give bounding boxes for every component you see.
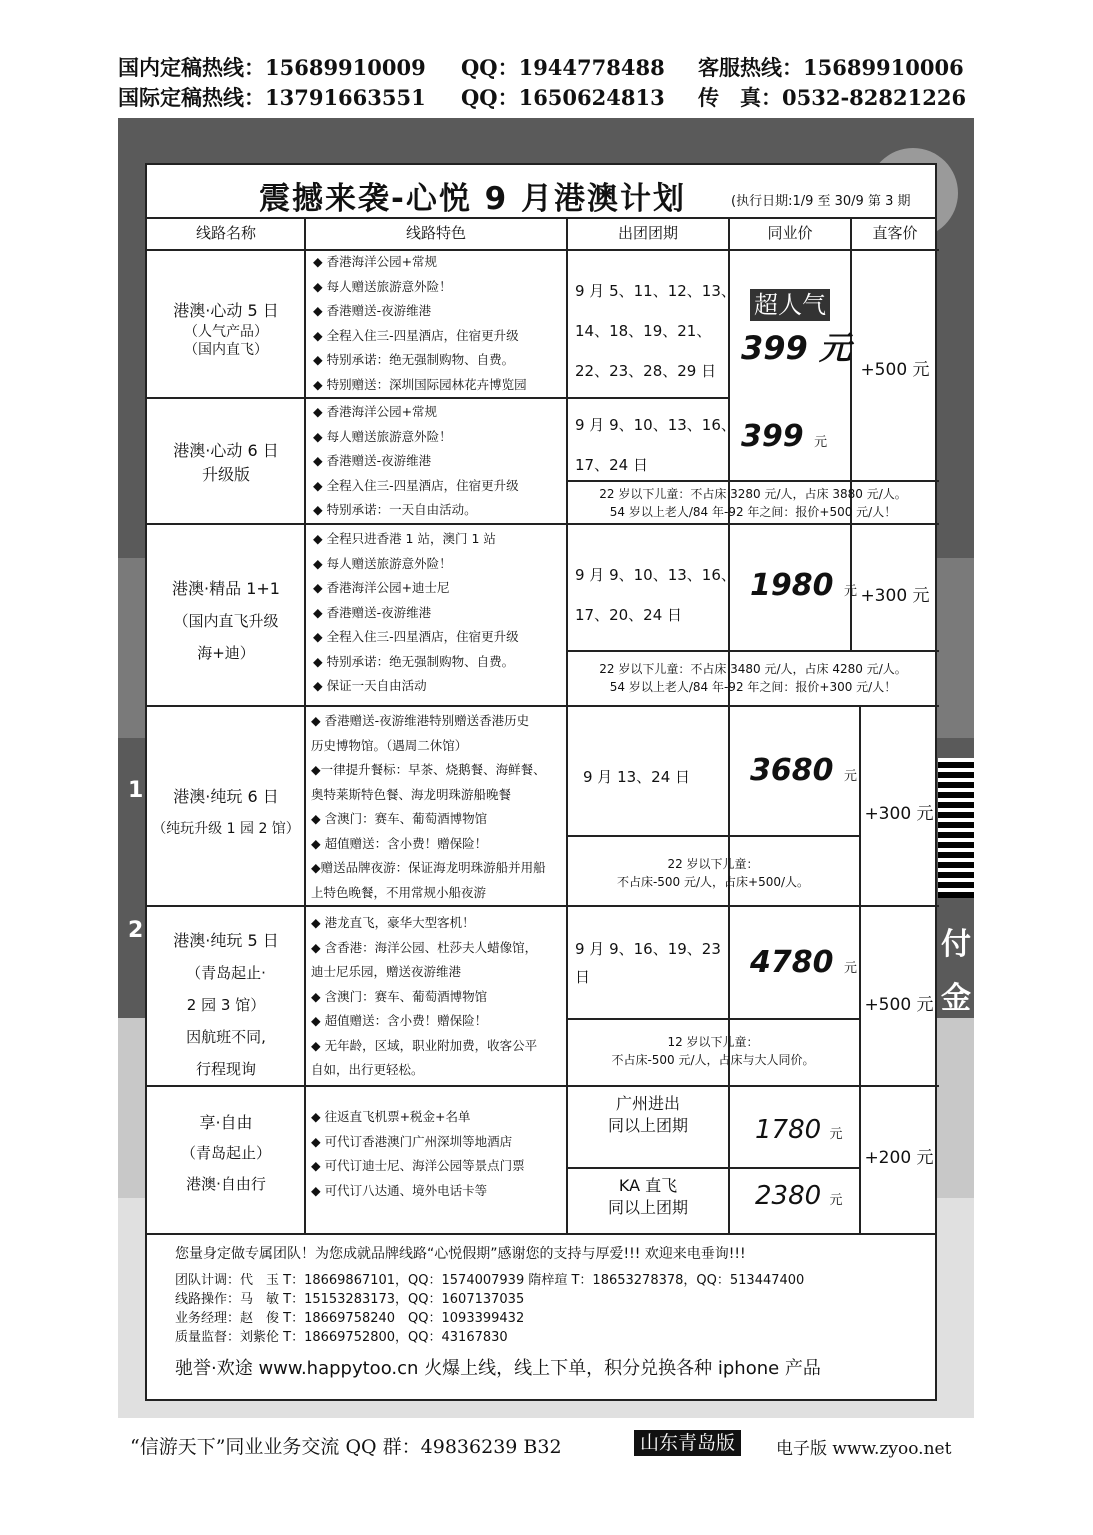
- contact-line: 线路操作：马 敏 T：15153283173，QQ：1607137035: [175, 1292, 525, 1307]
- divider: [147, 705, 939, 707]
- peer-price: 2380 元: [755, 1181, 843, 1211]
- route-name: 享·自由 （青岛起止） 港澳·自由行: [180, 1113, 271, 1193]
- route-features: ◆ 全程只进香港 1 站，澳门 1 站 ◆ 每人赠送旅游意外险！ ◆ 香港海洋公园+迪士尼 ◆ 香港赠送-夜游维港 ◆ 全程入住三-四星酒店，住宿更升级 ◆ 特别承诺：绝无强制购物、自费。 ◆ 保证一天自由活动: [313, 531, 519, 693]
- side-number: 2: [128, 918, 144, 943]
- slogan: 您量身定做专属团队！为您成就品牌线路“心悦假期”感谢您的支持与厚爱!!! 欢迎来电垂询!!!: [175, 1246, 746, 1262]
- divider: [567, 650, 939, 652]
- departure-dates: 9 月 9、10、13、16、 17、20、24 日: [575, 566, 736, 624]
- divider: [567, 835, 859, 837]
- side-number: 1: [128, 778, 144, 803]
- departure-dates: 9 月 5、11、12、13、 14、18、19、21、 22、23、28、29 日: [575, 282, 736, 380]
- peer-price: 3680 元: [750, 753, 857, 788]
- divider: [147, 397, 729, 399]
- direct-price: +500 元: [864, 995, 934, 1015]
- departure-dates: KA 直飞 同以上团期: [607, 1176, 688, 1217]
- contact-line: 质量监督：刘紫伦 T：18669752800，QQ：43167830: [175, 1330, 508, 1345]
- direct-price: +300 元: [860, 586, 930, 606]
- peer-price: 1780 元: [755, 1115, 843, 1145]
- route-features: ◆ 香港海洋公园+常规 ◆ 每人赠送旅游意外险！ ◆ 香港赠送-夜游维港 ◆ 全程入住三-四星酒店，住宿更升级 ◆ 特别承诺：一天自由活动。: [313, 404, 519, 517]
- side-text: 付 金: [941, 927, 971, 1016]
- route-name: 港澳·精品 1+1 （国内直飞升级 海+迪）: [172, 579, 280, 662]
- qr-code-icon: [938, 758, 974, 898]
- divider: [566, 217, 568, 1233]
- route-name: 港澳·纯玩 5 日 （青岛起止· 2 园 3 馆） 因航班不同, 行程现询: [173, 931, 279, 1078]
- departure-dates: 9 月 9、16、19、23 日: [575, 940, 721, 986]
- page-title: 震撼来袭-心悦 9 月港澳计划: [259, 181, 687, 217]
- qq-2: QQ：1650624813: [461, 85, 665, 110]
- route-name: 港澳·心动 5 日 （人气产品） （国内直飞）: [173, 301, 279, 358]
- promo-line: 驰誉·欢途 www.happytoo.cn 火爆上线，线上下单，积分兑换各种 iphone 产品: [175, 1358, 821, 1379]
- contact-line: 业务经理：赵 俊 T：18669758240 QQ：1093399432: [175, 1311, 525, 1326]
- peer-price: 399 元: [741, 329, 851, 367]
- website-link[interactable]: 电子版 www.zyoo.net: [776, 1439, 952, 1459]
- header-feature: 线路特色: [305, 217, 567, 251]
- route-name: 港澳·心动 6 日 升级版: [173, 441, 279, 484]
- domestic-hotline: 国内定稿热线：15689910009: [118, 55, 426, 80]
- direct-price: +300 元: [864, 804, 934, 824]
- edition-badge: 山东青岛版: [634, 1430, 741, 1456]
- header-dates: 出团团期: [567, 217, 729, 251]
- route-features: ◆ 香港海洋公园+常规 ◆ 每人赠送旅游意外险！ ◆ 香港赠送-夜游维港 ◆ 全程入住三-四星酒店，住宿更升级 ◆ 特别承诺：绝无强制购物、自费。 ◆ 特别赠送：深圳国际园林花卉博览园: [313, 254, 527, 392]
- peer-price: 1980 元: [750, 568, 857, 603]
- direct-price: +500 元: [860, 360, 930, 380]
- peer-price: 4780 元: [750, 945, 857, 980]
- fax: 传 真：0532-82821226: [698, 85, 967, 110]
- route-features: ◆ 香港赠送-夜游维港特别赠送香港历史 历史博物馆。（遇周二休馆） ◆一律提升餐标：早茶、烧鹅餐、海鲜餐、 奥特莱斯特色餐、海龙明珠游船晚餐 ◆ 含澳门：赛车、葡萄酒博物馆 ◆ 超值赠送：含小费！赠保险！ ◆赠送品牌夜游：保证海龙明珠游船并用船 上特色晚餐，不用常规小船夜游: [311, 713, 546, 900]
- divider: [567, 1018, 859, 1020]
- divider: [147, 905, 939, 907]
- header-route: 线路名称: [147, 217, 305, 251]
- route-features: ◆ 往返直飞机票+税金+名单 ◆ 可代订香港澳门广州深圳等地酒店 ◆ 可代订迪士尼、海洋公园等景点门票 ◆ 可代订八达通、境外电话卡等: [311, 1109, 525, 1198]
- contact-section: [147, 1233, 935, 1405]
- price-note: 12 岁以下儿童： 不占床-500 元/人，占床与大人同价。: [611, 1035, 815, 1067]
- divider: [567, 1167, 859, 1169]
- departure-dates: 9 月 9、10、13、16、 17、24 日: [575, 416, 736, 474]
- route-name: 港澳·纯玩 6 日 （纯玩升级 1 园 2 馆）: [152, 787, 300, 837]
- route-features: ◆ 港龙直飞，豪华大型客机！ ◆ 含香港：海洋公园、杜莎夫人蜡像馆， 迪士尼乐园，赠送夜游维港 ◆ 含澳门：赛车、葡萄酒博物馆 ◆ 超值赠送：含小费！赠保险！ ◆ 无年龄，区域，职业附加费，收客公平 自如，出行更轻松。: [311, 915, 538, 1077]
- title-bar: [147, 165, 935, 219]
- divider: [147, 523, 939, 525]
- departure-dates: 广州进出 同以上团期: [607, 1094, 688, 1135]
- departure-dates: 9 月 13、24 日: [583, 768, 691, 786]
- divider: [147, 1085, 939, 1087]
- qq-1: QQ：1944778488: [461, 55, 665, 80]
- contact-line: 团队计调：代 玉 T：18669867101，QQ：1574007939 隋梓瑄 T：18653278378，QQ：513447400: [175, 1273, 805, 1288]
- header-direct-price: 直客价: [851, 217, 939, 251]
- qq-group: “信游天下”同业业务交流 QQ 群：49836239 B32: [130, 1436, 562, 1458]
- direct-price: +200 元: [864, 1148, 934, 1168]
- price-note: 22 岁以下儿童：不占床 3280 元/人，占床 3880 元/人。 54 岁以上老人/84 年-92 年之间：报价+500 元/人！: [599, 487, 907, 519]
- itinerary-panel: [145, 163, 937, 1401]
- service-hotline: 客服热线：15689910006: [698, 55, 964, 80]
- peer-price: 399 元: [741, 419, 828, 454]
- popular-badge: 超人气: [750, 289, 830, 321]
- price-note: 22 岁以下儿童：不占床 3480 元/人，占床 4280 元/人。 54 岁以上老人/84 年-92 年之间：报价+300 元/人！: [599, 662, 907, 694]
- execution-period: (执行日期:1/9 至 30/9 第 3 期: [731, 194, 911, 209]
- intl-hotline: 国际定稿热线：13791663551: [118, 85, 426, 110]
- price-note: 22 岁以下儿童： 不占床-500 元/人，占床+500/人。: [616, 857, 810, 889]
- header-peer-price: 同业价: [729, 217, 851, 251]
